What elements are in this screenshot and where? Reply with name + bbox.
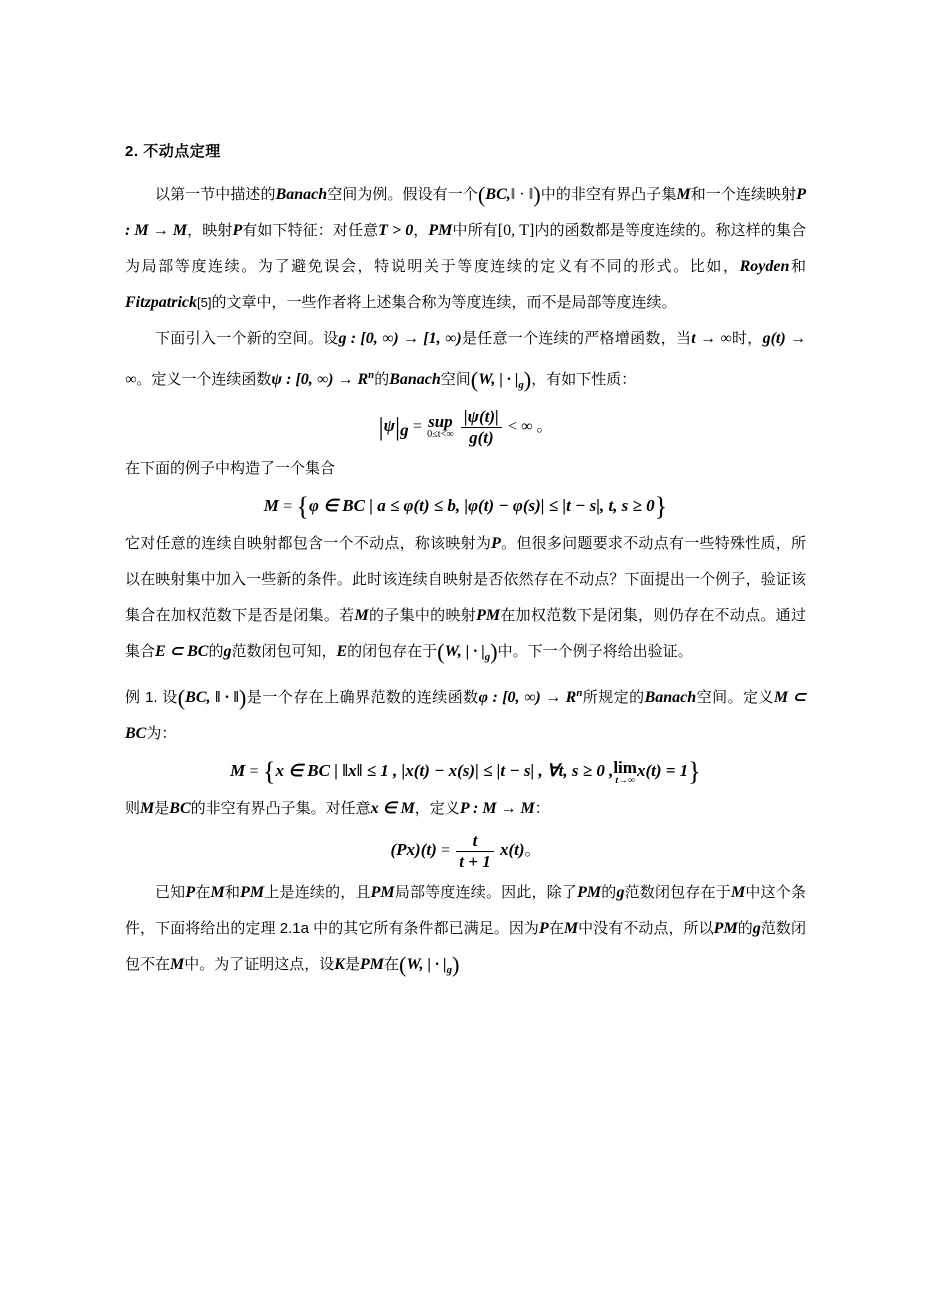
paragraph-5: [125, 791, 806, 827]
text-run: 。定义一个连续函数: [136, 371, 272, 389]
math-P: P: [539, 920, 549, 938]
math-tail: < ∞ 。: [508, 417, 553, 435]
math-W-space: W, | · |: [406, 956, 447, 974]
text-run: 的文章中，一些作者将上述集合称为等度连续，而不是局部等度连续。: [211, 294, 677, 312]
section-title-text: 不动点定理: [143, 143, 221, 160]
equation-4: [125, 831, 806, 871]
text-run: 和: [224, 884, 241, 902]
math-x-in-M: x ∈ M: [370, 800, 415, 818]
text-run: 下面引入一个新的空间。设: [155, 330, 339, 348]
math-set-body: φ ∈ BC | a ≤ φ(t) ≤ b, |φ(t) − φ(s)| ≤ |t − s|, t, s ≥ 0: [309, 496, 655, 516]
math-denominator: t + 1: [456, 851, 493, 872]
math-P: P: [232, 222, 243, 240]
math-M: M: [210, 884, 225, 902]
math-paren: ): [451, 952, 460, 978]
math-PM: PM: [428, 222, 453, 240]
text-run: 设: [162, 689, 178, 707]
math-set-body-2: x(t) = 1: [636, 761, 689, 781]
text-run: 的: [374, 371, 390, 389]
paragraph-6: [125, 875, 806, 988]
math-g: g: [223, 643, 232, 661]
math-numerator: |ψ(t)|: [463, 407, 499, 427]
equation-1: [125, 407, 806, 447]
text-run: 是: [344, 956, 360, 974]
text-run: 空间: [440, 371, 471, 389]
text-run: 。但很多问题要求不动点有一些特殊性质，所以在映射集中加入一些新的条件。此时该连续自映射是否依然存在不动点？下面提出一个例子，验证该集合在加权范数下是否是闭集。若: [125, 535, 806, 625]
math-W-space: W, | · |: [444, 643, 485, 661]
text-run: 时，: [731, 330, 763, 348]
math-M: M: [230, 761, 246, 781]
citation-royden: Royden: [739, 258, 790, 276]
text-run: 的闭包存在于: [347, 643, 438, 661]
text-run: 中这个条件，下面将给出的定理 2.1a 中的其它所有条件都已满足。因为: [125, 884, 806, 938]
math-paren: (: [437, 639, 445, 665]
math-equals: =: [283, 498, 293, 516]
math-numerator: t: [472, 831, 478, 851]
math-phi-map: φ : [0, ∞) → R: [478, 689, 577, 707]
text-run: 已知: [155, 884, 186, 902]
math-xt: x(t): [499, 840, 525, 860]
math-M: M: [263, 496, 279, 516]
math-PM: PM: [713, 920, 738, 938]
text-run: 中没有不动点，所以: [578, 920, 714, 938]
math-equals: =: [412, 417, 422, 435]
math-P: P: [491, 535, 501, 553]
text-run: 在: [383, 956, 399, 974]
math-fraction: [461, 407, 502, 447]
math-paren: (: [398, 952, 407, 978]
math-t-limit: t → ∞: [691, 330, 732, 348]
math-bc: BC,: [485, 186, 511, 203]
text-run: ，映射: [187, 222, 233, 240]
math-brace: {: [262, 757, 276, 787]
example-paragraph: [125, 675, 806, 752]
math-subscript-g: g: [484, 651, 491, 664]
text-run: 在: [195, 884, 211, 902]
math-brace: }: [654, 492, 668, 522]
example-label: 例 1.: [125, 689, 158, 707]
paragraph-3: [125, 451, 806, 487]
text-run: 所规定的: [582, 689, 645, 707]
math-M: M: [730, 884, 746, 902]
text-run: 以第一节中描述的: [155, 186, 276, 203]
text-run: ，: [413, 222, 429, 240]
term-banach: Banach: [389, 371, 441, 389]
math-lim-op: lim: [613, 757, 637, 777]
math-g: g: [752, 920, 761, 938]
math-bar: |: [394, 412, 401, 442]
math-paren: (: [477, 182, 486, 208]
math-equals: =: [249, 763, 259, 781]
math-M: M: [140, 800, 155, 818]
math-T: T > 0: [378, 222, 414, 240]
math-M: M: [354, 607, 369, 625]
text-run: ，有如下性质：: [531, 371, 637, 389]
math-paren: ): [238, 685, 247, 711]
text-run: 中所有: [452, 222, 498, 240]
text-run: 局部等度连续。因此，除了: [394, 884, 578, 902]
math-E-subset: E ⊂ BC: [155, 643, 209, 661]
math-limit: [613, 759, 637, 786]
math-PM: PM: [476, 607, 501, 625]
math-brace: }: [688, 757, 701, 787]
math-sup-range: 0≤t<∞: [427, 429, 454, 441]
math-M: M: [170, 956, 185, 974]
paragraph-2: [125, 321, 806, 403]
equation-3: [125, 756, 806, 787]
math-W-space: W, | · |: [478, 371, 519, 389]
math-supremum: [427, 413, 454, 440]
text-run: 中。下一个例子将给出验证。: [497, 643, 693, 661]
math-P-map: P : M → M: [459, 800, 535, 818]
text-run: 的: [208, 643, 224, 661]
text-run: 空间。定义: [696, 689, 774, 707]
math-exponent-n: n: [368, 369, 375, 382]
equation-2: [125, 491, 806, 522]
math-denominator: g(t): [461, 427, 502, 448]
math-brace: {: [296, 492, 310, 522]
math-M: M: [676, 186, 691, 203]
text-run: 中。为了证明这点，设: [184, 956, 335, 974]
text-run: 的子集中的映射: [368, 607, 477, 625]
math-Px: (Px)(t): [390, 840, 437, 860]
text-run: 内的函数都是等度连续的。称这样的集合为局部等度连续。为了避免误会，特说明关于等度连续的定义有不同的形式。比如，: [125, 222, 806, 276]
text-run: 它对任意的连续自映射都包含一个不动点，称该映射为: [125, 535, 492, 553]
math-M-subset: M ⊂ BC: [125, 689, 806, 743]
math-norm: ‖ · ‖: [510, 186, 534, 203]
text-run: 范数闭包不在: [125, 920, 806, 974]
text-run: 为：: [146, 725, 177, 743]
citation-fitzpatrick: Fitzpatrick: [125, 294, 198, 312]
math-bc: BC, ‖ · ‖: [185, 689, 239, 707]
text-run: 在加权范数下是闭集，则仍存在不动点。通过集合: [125, 607, 806, 661]
math-psi: ψ: [383, 415, 395, 435]
math-equals: =: [441, 842, 451, 860]
math-BC: BC: [169, 800, 191, 818]
text-run: 在下面的例子中构造了一个集合: [125, 460, 336, 478]
math-g-map: g : [0, ∞) → [1, ∞): [338, 330, 462, 348]
text-run: 是: [154, 800, 170, 818]
text-run: 在: [548, 920, 564, 938]
math-fraction: [456, 831, 493, 871]
text-run: 上是连续的，且: [264, 884, 371, 902]
math-g: g: [616, 884, 625, 902]
term-banach: Banach: [644, 689, 697, 707]
math-paren: (: [470, 367, 479, 393]
text-run: ，定义: [414, 800, 460, 818]
math-PM: PM: [240, 884, 265, 902]
text-run: 中的非空有界凸子集: [540, 186, 677, 203]
math-subscript-g: g: [400, 420, 409, 440]
math-set-body: x ∈ BC | ‖x‖ ≤ 1 , |x(t) − x(s)| ≤ |t − s| , ∀t, s ≥ 0 ,: [275, 761, 614, 781]
text-run: 空间为例。假设有一个: [327, 186, 478, 203]
math-paren: ): [490, 639, 498, 665]
math-lim-range: t→∞: [615, 774, 635, 786]
math-sup-op: sup: [428, 412, 453, 432]
section-heading: [125, 140, 806, 161]
paragraph-1: [125, 177, 806, 321]
math-bar: |: [378, 412, 384, 442]
math-psi: ψ : [0, ∞) → R: [271, 371, 369, 389]
term-banach: Banach: [275, 186, 328, 203]
text-run: ：: [534, 800, 550, 818]
math-P-map: P : M → M: [125, 186, 806, 240]
math-paren: ): [533, 182, 541, 208]
math-interval: [0, T]: [497, 222, 535, 240]
math-paren: ): [523, 367, 532, 393]
text-run: 则: [125, 800, 141, 818]
math-PM: PM: [370, 884, 395, 902]
text-run: 有如下特征：对任意: [242, 222, 379, 240]
math-PM: PM: [359, 956, 384, 974]
math-PM: PM: [577, 884, 602, 902]
math-paren: (: [177, 685, 186, 711]
text-run: 的非空有界凸子集。对任意: [190, 800, 371, 818]
math-P: P: [185, 884, 196, 902]
math-M: M: [563, 920, 579, 938]
math-exponent-n: n: [576, 687, 583, 700]
math-E: E: [336, 643, 348, 661]
text-run: 的: [601, 884, 617, 902]
text-run: 和: [789, 258, 806, 276]
math-gt-limit: g(t) → ∞: [125, 330, 806, 389]
text-run: 的: [737, 920, 753, 938]
math-tail: 。: [524, 842, 541, 860]
text-run: 范数闭包可知，: [231, 643, 337, 661]
section-number: 2.: [125, 143, 139, 160]
paragraph-4: [125, 526, 806, 675]
text-run: 范数闭包存在于: [624, 884, 731, 902]
text-run: 是一个存在上确界范数的连续函数: [246, 689, 479, 707]
text-run: 是任意一个连续的严格增函数，当: [461, 330, 692, 348]
math-subscript-g: g: [446, 964, 452, 977]
math-subscript-g: g: [518, 379, 524, 392]
reference-marker: [5]: [197, 295, 212, 311]
text-run: 和一个连续映射: [690, 186, 797, 203]
math-K: K: [334, 956, 345, 974]
